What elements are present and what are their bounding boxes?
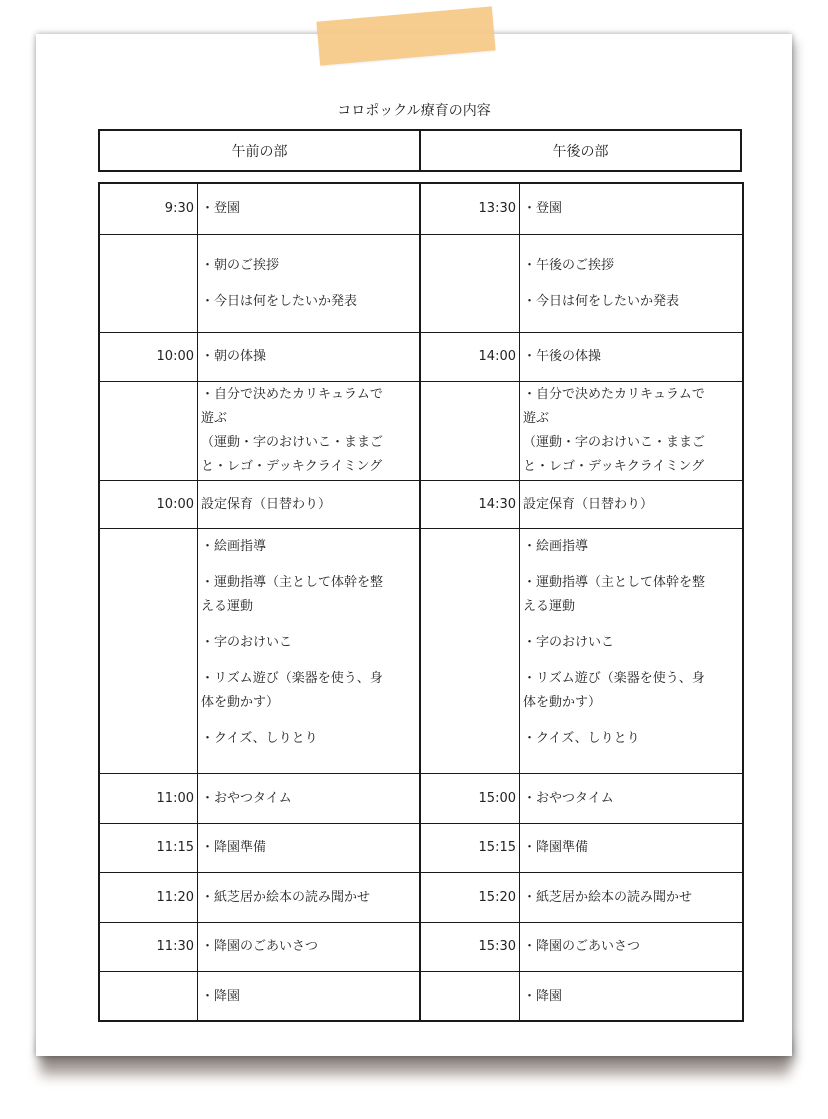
afternoon-activity-cell — [520, 972, 742, 1021]
activity-line: ・今日は何をしたいか発表 — [201, 293, 358, 309]
afternoon-time-cell: 15:20 — [421, 873, 520, 923]
activity-line: える運動 — [523, 599, 576, 614]
activity-line: （運動・字のおけいこ・ままご — [523, 435, 706, 450]
activity-line: ・絵画指導 — [201, 539, 267, 554]
morning-activity-cell — [198, 972, 421, 1021]
activity-line: ・今日は何をしたいか発表 — [523, 293, 680, 309]
morning-activity-cell — [198, 333, 421, 382]
morning-time-cell — [100, 529, 198, 774]
line-gap — [523, 278, 736, 290]
line-gap — [201, 619, 413, 631]
activity-line: ・紙芝居か絵本の読み聞かせ — [201, 889, 371, 905]
activity-line: ・クイズ、しりとり — [201, 731, 318, 746]
line-gap — [523, 655, 736, 667]
afternoon-time-cell: 15:15 — [421, 824, 520, 873]
afternoon-time-cell: 15:30 — [421, 923, 520, 972]
morning-activity-cell — [198, 382, 421, 481]
afternoon-activity-cell — [520, 333, 742, 382]
schedule-header — [98, 129, 742, 172]
activity-line: ・おやつタイム — [523, 790, 614, 806]
afternoon-time-cell: 14:00 — [421, 333, 520, 382]
activity-line: ・字のおけいこ — [201, 635, 293, 650]
morning-activity-cell — [198, 184, 421, 235]
morning-time-cell — [100, 382, 198, 481]
header-afternoon: 午後の部 — [552, 143, 609, 160]
activity-line: ・運動指導（主として体幹を整 — [523, 575, 706, 590]
line-gap — [201, 559, 413, 571]
morning-activity-cell — [198, 873, 421, 923]
line-gap — [523, 559, 736, 571]
activity-line: ・朝の体操 — [201, 349, 267, 364]
morning-activity-cell — [198, 481, 421, 529]
activity-line: 体を動かす） — [201, 695, 280, 710]
activity-line: 遊ぶ — [523, 411, 550, 426]
afternoon-activity-cell — [520, 382, 742, 481]
afternoon-activity-cell — [520, 774, 742, 824]
morning-time-cell: 11:30 — [100, 923, 198, 972]
afternoon-activity-cell — [520, 873, 742, 923]
morning-activity-cell — [198, 774, 421, 824]
activity-line: ・降園のごあいさつ — [201, 939, 319, 954]
activity-line: ・降園準備 — [523, 840, 589, 855]
activity-line: ・クイズ、しりとり — [523, 731, 640, 746]
morning-time-cell: 11:20 — [100, 873, 198, 923]
activity-line: ・降園 — [523, 988, 563, 1004]
afternoon-time-cell — [421, 529, 520, 774]
morning-time-cell: 10:00 — [100, 333, 198, 382]
activity-line: ・リズム遊び（楽器を使う、身 — [523, 671, 705, 686]
morning-activity-cell — [198, 235, 421, 333]
line-gap — [201, 655, 413, 667]
line-gap — [523, 619, 736, 631]
activity-line: ・午後の体操 — [523, 349, 602, 364]
morning-time-cell — [100, 972, 198, 1021]
activity-line: ・午後のご挨拶 — [523, 257, 615, 273]
activity-line: 遊ぶ — [201, 411, 228, 426]
afternoon-activity-cell — [520, 529, 742, 774]
afternoon-activity-cell — [520, 824, 742, 873]
line-gap — [201, 278, 413, 290]
activity-line: ・自分で決めたカリキュラムで — [201, 387, 383, 402]
activity-line: ・リズム遊び（楽器を使う、身 — [201, 671, 383, 686]
activity-line: ・紙芝居か絵本の読み聞かせ — [523, 889, 693, 905]
header-morning: 午前の部 — [100, 131, 421, 170]
activity-line: 体を動かす） — [523, 695, 602, 710]
activity-line: 設定保育（日替わり） — [201, 496, 332, 512]
activity-line: （運動・字のおけいこ・ままご — [201, 435, 384, 450]
afternoon-activity-cell — [520, 235, 742, 333]
activity-line: える運動 — [201, 599, 254, 614]
afternoon-time-cell — [421, 972, 520, 1021]
activity-line: ・朝のご挨拶 — [201, 257, 280, 273]
activity-line: ・登園 — [523, 201, 563, 216]
activity-line: と・レゴ・デッキクライミング — [523, 459, 705, 474]
activity-line: ・字のおけいこ — [523, 635, 615, 650]
activity-line: ・降園のごあいさつ — [523, 939, 641, 954]
activity-line: ・降園準備 — [201, 840, 267, 855]
afternoon-activity-cell — [520, 923, 742, 972]
activity-line: と・レゴ・デッキクライミング — [201, 459, 383, 474]
morning-activity-cell — [198, 923, 421, 972]
morning-time-cell: 10:00 — [100, 481, 198, 529]
afternoon-time-cell — [421, 382, 520, 481]
afternoon-activity-cell — [520, 184, 742, 235]
schedule-table — [98, 182, 744, 1022]
activity-line: 設定保育（日替わり） — [523, 496, 654, 512]
activity-line: ・おやつタイム — [201, 790, 292, 806]
morning-time-cell: 9:30 — [100, 184, 198, 235]
afternoon-time-cell: 13:30 — [421, 184, 520, 235]
morning-time-cell: 11:00 — [100, 774, 198, 824]
afternoon-time-cell: 15:00 — [421, 774, 520, 824]
afternoon-time-cell: 14:30 — [421, 481, 520, 529]
activity-line: ・降園 — [201, 988, 241, 1004]
activity-line: ・登園 — [201, 201, 241, 216]
line-gap — [201, 715, 413, 727]
morning-time-cell: 11:15 — [100, 824, 198, 873]
page-title: コロポックル療育の内容 — [337, 103, 491, 119]
line-gap — [523, 715, 736, 727]
morning-activity-cell — [198, 529, 421, 774]
afternoon-time-cell — [421, 235, 520, 333]
morning-activity-cell — [198, 824, 421, 873]
activity-line: ・絵画指導 — [523, 539, 589, 554]
afternoon-activity-cell — [520, 481, 742, 529]
activity-line: ・自分で決めたカリキュラムで — [523, 387, 705, 402]
activity-line: ・運動指導（主として体幹を整 — [201, 575, 384, 590]
morning-time-cell — [100, 235, 198, 333]
